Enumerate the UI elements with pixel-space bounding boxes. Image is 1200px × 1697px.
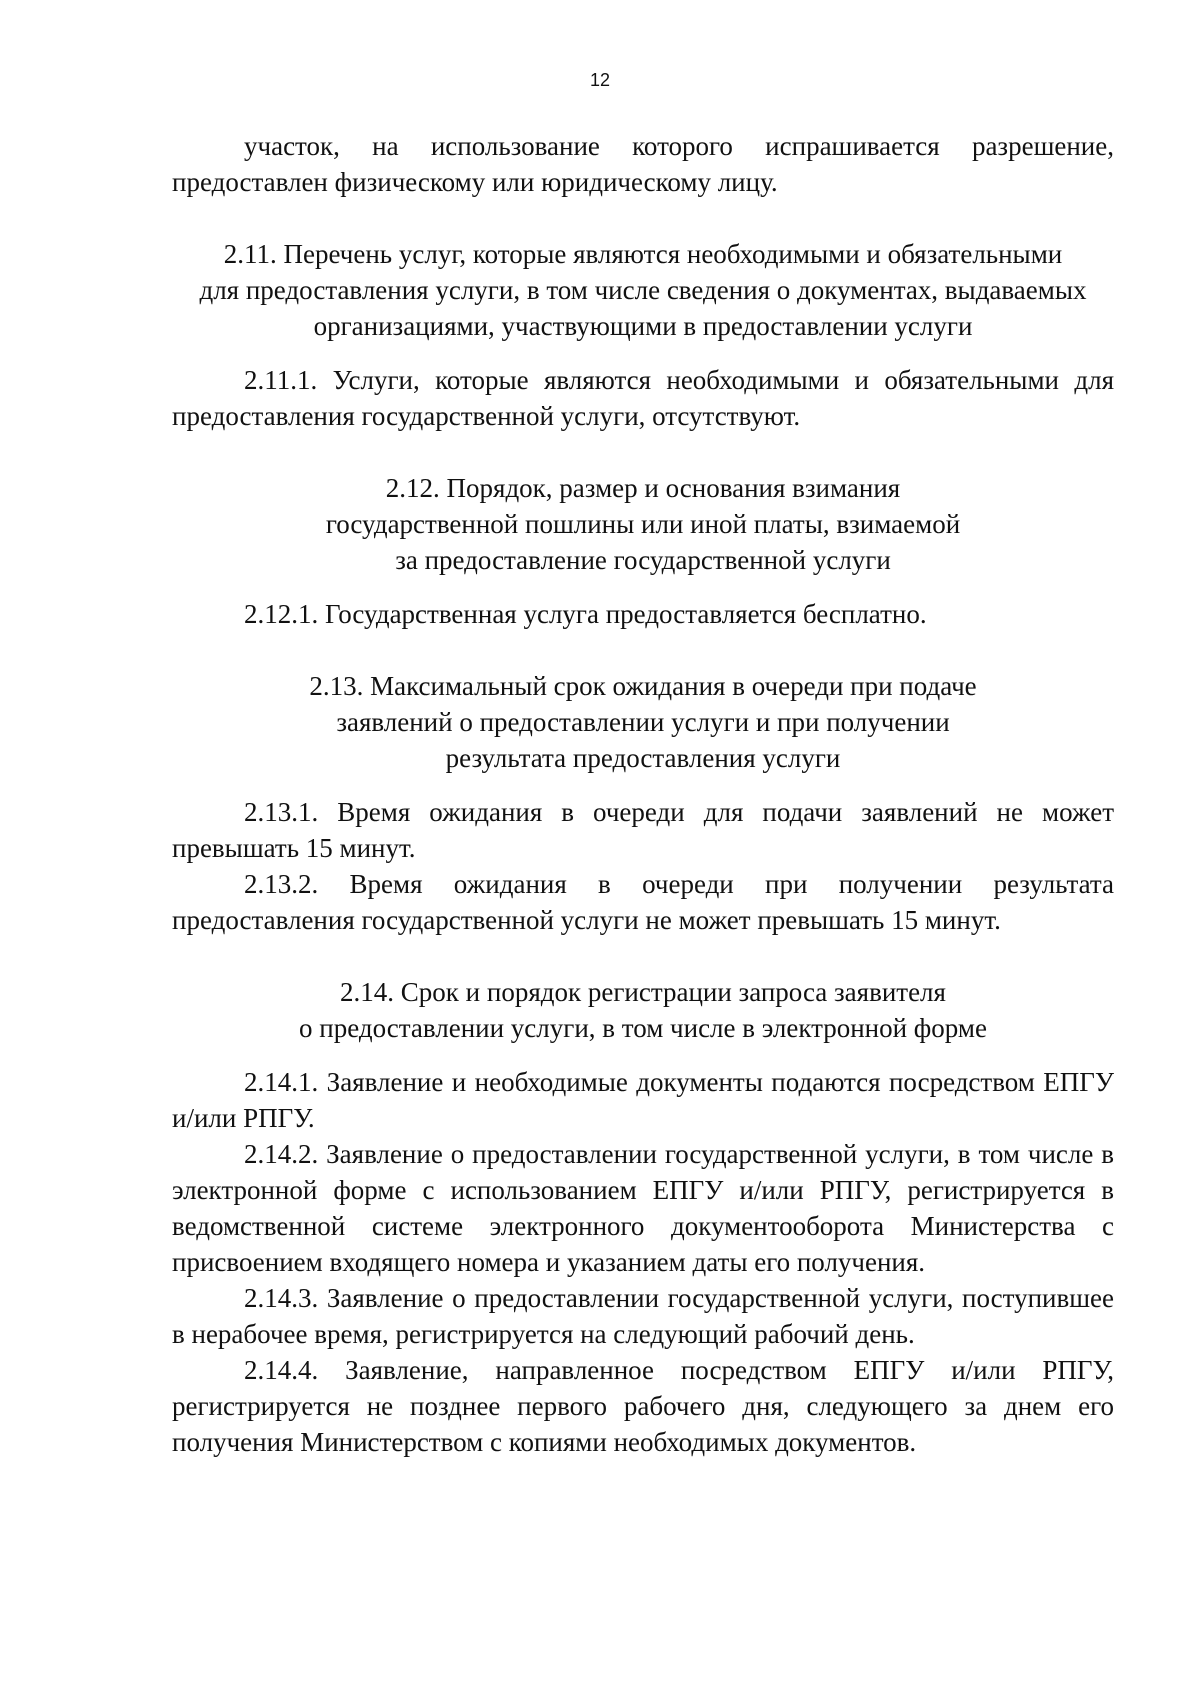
section-heading-2-14 bbox=[172, 974, 1114, 1046]
paragraph-2-14-1: 2.14.1. Заявление и необходимые документы подаются посредством ЕПГУ и/или РПГУ. bbox=[172, 1067, 1114, 1133]
heading-line: 2.11. Перечень услуг, которые являются необходимыми и обязательными bbox=[223, 239, 1063, 269]
heading-line: 2.14. Срок и порядок регистрации запроса заявителя bbox=[340, 977, 946, 1007]
section-heading-2-13 bbox=[172, 668, 1114, 776]
paragraph-2-11-1: 2.11.1. Услуги, которые являются необходимыми и обязательными для предоставления государственной услуги, отсутствуют. bbox=[172, 365, 1114, 431]
paragraph-2-12-1: 2.12.1. Государственная услуга предоставляется бесплатно. bbox=[244, 599, 927, 629]
paragraph-2-13-2: 2.13.2. Время ожидания в очереди при получении результата предоставления государственной услуги не может превышать 15 минут. bbox=[172, 869, 1114, 935]
paragraph-2-14-2: 2.14.2. Заявление о предоставлении государственной услуги, в том числе в электронной форме с использованием ЕПГУ и/или РПГУ, регистрируется в ведомственной системе электронного документооборота Министерства с присвоением входящего номера и указанием даты его получения. bbox=[172, 1139, 1114, 1277]
heading-line: государственной пошлины или иной платы, взимаемой bbox=[325, 509, 961, 539]
intro-paragraph: участок, на использование которого испрашивается разрешение, предоставлен физическому или юридическому лицу. bbox=[172, 131, 1114, 197]
heading-line: заявлений о предоставлении услуги и при получении bbox=[336, 707, 950, 737]
heading-line: за предоставление государственной услуги bbox=[395, 545, 891, 575]
section-heading-2-11 bbox=[172, 236, 1114, 344]
document-body bbox=[172, 128, 1114, 1460]
heading-line: результата предоставления услуги bbox=[445, 743, 841, 773]
heading-line: для предоставления услуги, в том числе сведения о документах, выдаваемых bbox=[199, 275, 1087, 305]
heading-line: 2.12. Порядок, размер и основания взимания bbox=[385, 473, 901, 503]
paragraph-2-14-3: 2.14.3. Заявление о предоставлении государственной услуги, поступившее в нерабочее время, регистрируется на следующий рабочий день. bbox=[172, 1283, 1114, 1349]
paragraph-2-14-4: 2.14.4. Заявление, направленное посредством ЕПГУ и/или РПГУ, регистрируется не позднее первого рабочего дня, следующего за днем его получения Министерством с копиями необходимых документов. bbox=[172, 1355, 1114, 1457]
paragraph-2-13-1: 2.13.1. Время ожидания в очереди для подачи заявлений не может превышать 15 минут. bbox=[172, 797, 1114, 863]
page-number: 12 bbox=[589, 70, 611, 90]
section-heading-2-12 bbox=[172, 470, 1114, 578]
heading-line: 2.13. Максимальный срок ожидания в очереди при подаче bbox=[309, 671, 977, 701]
heading-line: о предоставлении услуги, в том числе в электронной форме bbox=[299, 1013, 987, 1043]
heading-line: организациями, участвующими в предоставлении услуги bbox=[313, 311, 973, 341]
